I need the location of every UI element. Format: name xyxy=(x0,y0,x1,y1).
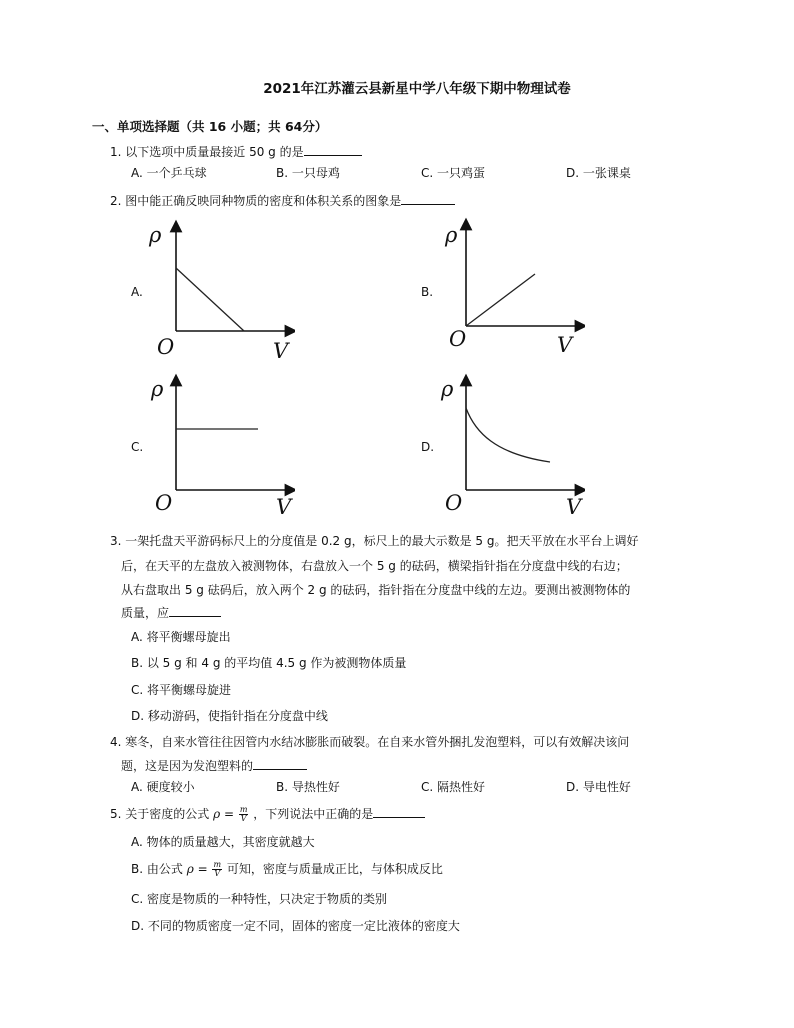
formula-fraction xyxy=(239,806,249,823)
graph-curve xyxy=(466,408,550,462)
y-axis-label: ρ xyxy=(149,223,162,247)
formula-lhs: ρ = xyxy=(186,862,208,876)
formula-denominator: V xyxy=(214,869,221,878)
question-3-line-3: 从右盘取出 5 g 砝码后，放入两个 2 g 的砝码，指针指在分度盘中线的左边。要测出被测物体的 xyxy=(121,583,631,597)
q3-option-a: A. 将平衡螺母旋出 xyxy=(131,630,231,644)
formula-numerator: m xyxy=(239,805,248,814)
x-axis-label: V xyxy=(566,495,582,517)
question-2-stem: 2. 图中能正确反映同种物质的密度和体积关系的图象是 xyxy=(110,194,402,208)
question-5-stem-post: ，下列说法中正确的是 xyxy=(253,807,374,821)
q2-option-c-label: C. xyxy=(131,440,144,454)
q2-option-b-label: B. xyxy=(421,285,434,299)
graph-d xyxy=(435,372,585,517)
q4-option-c: C. 隔热性好 xyxy=(421,780,486,794)
q1-option-d: D. 一张课桌 xyxy=(566,166,631,180)
y-axis-label: ρ xyxy=(151,377,164,401)
q4-option-a: A. 硬度较小 xyxy=(131,780,195,794)
question-3-line-4-text: 质量，应 xyxy=(121,606,170,620)
q2-option-d-label: D. xyxy=(421,440,435,454)
density-formula xyxy=(187,862,227,876)
q5-option-a: A. 物体的质量越大，其密度就越大 xyxy=(131,835,315,849)
formula-fraction xyxy=(212,861,222,878)
question-1 xyxy=(110,143,362,160)
answer-blank xyxy=(373,805,425,818)
page-title: 2021年江苏灌云县新星中学八年级下期中物理试卷 xyxy=(263,81,571,97)
x-axis-label: V xyxy=(276,495,292,517)
graph-a xyxy=(145,216,295,361)
formula-lhs: ρ = xyxy=(213,807,235,821)
answer-blank xyxy=(401,192,455,205)
q3-option-b: B. 以 5 g 和 4 g 的平均值 4.5 g 作为被测物体质量 xyxy=(131,656,407,670)
y-axis-label: ρ xyxy=(441,377,454,401)
question-5-stem-pre: 5. 关于密度的公式 xyxy=(110,807,210,821)
q1-option-c: C. 一只鸡蛋 xyxy=(421,166,486,180)
q5-option-b xyxy=(131,860,443,878)
y-axis-label: ρ xyxy=(445,223,458,247)
question-3-line-1: 3. 一架托盘天平游码标尺上的分度值是 0.2 g，标尺上的最大示数是 5 g。把天平放在水平台上调好 xyxy=(110,534,639,548)
q5-option-b-pre: B. 由公式 xyxy=(131,862,183,876)
q5-option-d: D. 不同的物质密度一定不同，固体的密度一定比液体的密度大 xyxy=(131,919,460,933)
answer-blank xyxy=(304,143,362,156)
formula-numerator: m xyxy=(213,860,222,869)
q5-option-b-post: 可知，密度与质量成正比，与体积成反比 xyxy=(226,862,443,876)
question-4-line-1: 4. 寒冬，自来水管往往因管内水结冰膨胀而破裂。在自来水管外捆扎发泡塑料，可以有效解决该问 xyxy=(110,735,630,749)
graph-b xyxy=(435,216,585,361)
x-axis-label: V xyxy=(557,333,573,357)
origin-label: O xyxy=(155,491,173,515)
x-axis-label: V xyxy=(273,339,289,361)
q1-option-b: B. 一只母鸡 xyxy=(276,166,340,180)
origin-label: O xyxy=(449,327,467,351)
q4-option-d: D. 导电性好 xyxy=(566,780,631,794)
question-3-line-4 xyxy=(121,604,221,621)
question-5 xyxy=(110,805,425,823)
answer-blank xyxy=(253,757,307,770)
origin-label: O xyxy=(157,335,175,359)
question-3-line-2: 后，在天平的左盘放入被测物体，右盘放入一个 5 g 的砝码，横梁指针指在分度盘中线的右边； xyxy=(121,559,628,573)
question-4-line-2-text: 题，这是因为发泡塑料的 xyxy=(121,759,254,773)
question-4-line-2 xyxy=(121,757,307,774)
q2-option-a-label: A. xyxy=(131,285,143,299)
answer-blank xyxy=(169,604,221,617)
q5-option-c: C. 密度是物质的一种特性，只决定于物质的类别 xyxy=(131,892,388,906)
graph-c xyxy=(145,372,295,517)
graph-curve xyxy=(176,268,244,331)
q4-option-b: B. 导热性好 xyxy=(276,780,340,794)
formula-denominator: V xyxy=(240,814,247,823)
question-2 xyxy=(110,192,455,209)
q3-option-d: D. 移动游码，使指针指在分度盘中线 xyxy=(131,709,328,723)
density-formula xyxy=(213,807,253,821)
question-1-stem: 1. 以下选项中质量最接近 50 g 的是 xyxy=(110,145,304,159)
graph-curve xyxy=(466,274,535,326)
q3-option-c: C. 将平衡螺母旋进 xyxy=(131,683,232,697)
origin-label: O xyxy=(445,491,463,515)
section-header: 一、单项选择题（共 16 小题；共 64分） xyxy=(92,119,328,134)
q1-option-a: A. 一个乒乓球 xyxy=(131,166,207,180)
